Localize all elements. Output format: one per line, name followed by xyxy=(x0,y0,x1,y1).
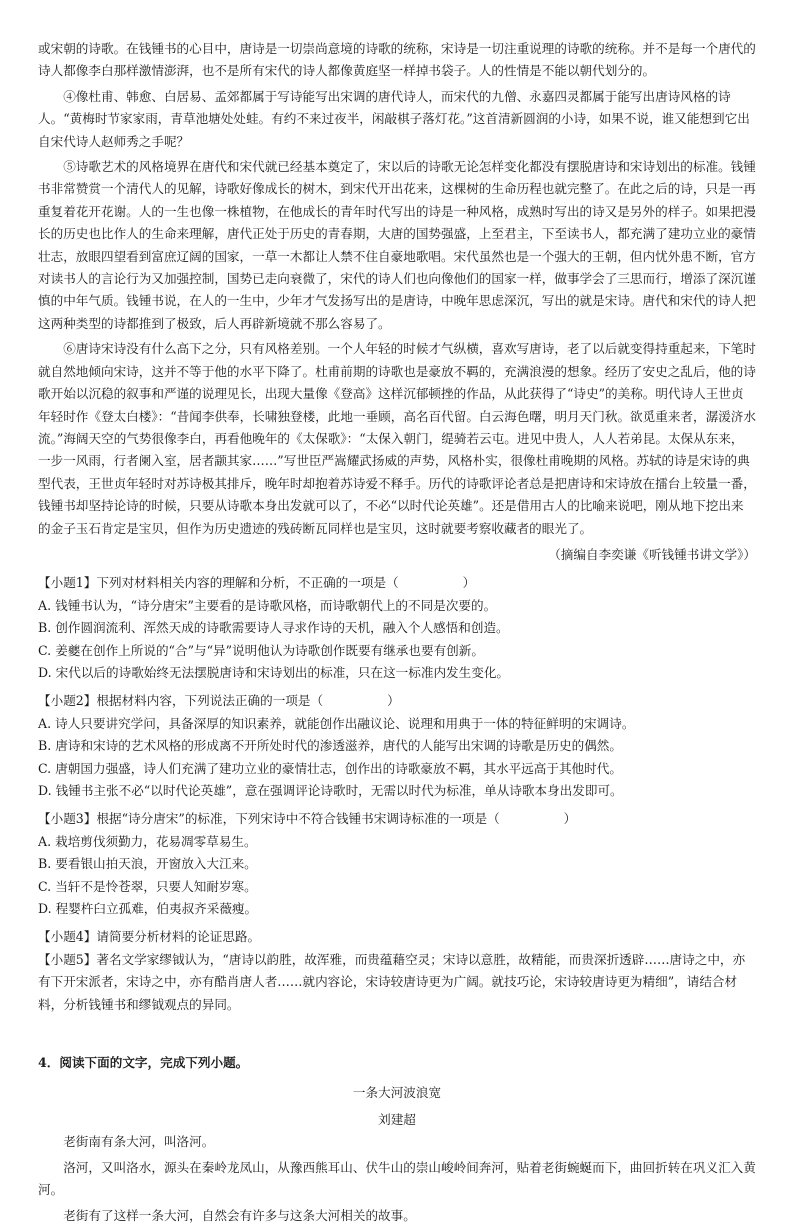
source-attribution: （摘编自李奕谦《听钱锺书讲文学》） xyxy=(548,546,756,562)
question-2 xyxy=(38,690,756,802)
question-4: 【小题4】请简要分析材料的论证思路。 xyxy=(38,929,261,945)
question-stem: 【小题1】下列对材料相关内容的理解和分析，不正确的一项是（ ） xyxy=(38,575,476,591)
question-5: 【小题5】著名文学家缪钺认为，“唐诗以韵胜，故浑雅，而贵蕴藉空灵；宋诗以意胜，故精能，而贵深折透辟……唐诗之中，亦有下开宋派者，宋诗之中，亦有酷肖唐人者……就内容论，宋诗较唐诗更为广阔。就技巧论，宋诗较唐诗更为精细”，请结合材料，分析钱锺书和缪钺观点的异同。 xyxy=(38,951,746,1012)
option-b: B. 要看银山拍天浪，开窗放入大江来。 xyxy=(38,856,257,872)
story-paragraph: 老街南有条大河，叫洛河。 xyxy=(63,1134,215,1150)
option-c: C. 姜夔在创作上所说的“合”与“异”说明他认为诗歌创作既要有继承也要有创新。 xyxy=(38,642,484,658)
option-a: A. 诗人只要讲究学问，具备深厚的知识素养，就能创作出融议论、说理和用典于一体的特征鲜明的宋调诗。 xyxy=(38,715,635,731)
option-c: C. 唐朝国力强盛，诗人们充满了建功立业的豪情壮志，创作出的诗歌豪放不羁，其水平远高于其他时代。 xyxy=(38,760,622,776)
question-stem: 【小题3】根据“诗分唐宋”的标准，下列宋诗中不符合钱锺书宋调诗标准的一项是（ ） xyxy=(38,811,577,827)
section-4-heading: 4．阅读下面的文字，完成下列小题。 xyxy=(38,1055,249,1071)
option-b: B. 唐诗和宋诗的艺术风格的形成离不开所处时代的渗透滋养，唐代的人能写出宋调的诗歌是历史的偶然。 xyxy=(38,738,622,754)
essay-paragraph-6: ⑥唐诗宋诗没有什么高下之分，只有风格差别。一个人年轻的时候才气纵横，喜欢写唐诗，老了以后就变得持重起来，下笔时就自然地倾向宋诗，这并不等于他的水平下降了。杜甫前期的诗歌也是豪放不羁的，充满浪漫的想象。经历了安史之乱后，他的诗歌开始以沉稳的叙事和严谨的说理见长，出现大量像《登高》这样沉郁顿挫的作品，从此获得了“诗史”的美称。明代诗人王世贞年轻时作《登太白楼》：“昔闻李供奉，长啸独登楼，此地一垂顾，高名百代留。白云海色曙，明月天门秋。欲觅重来者，潺湲济水流。”海阔天空的气势很像李白，再看他晚年的《太保歌》：“太保入朝门，缇骑若云屯。进见中贵人，人人若弟昆。太保从东来，一步一风雨，行者阑入室，居者颛其家……”写世臣严嵩耀武扬威的声势，风格朴实，很像杜甫晚期的风格。苏轼的诗是宋诗的典型代表，王世贞年轻时对苏诗极其排斥，晚年时却抱着苏诗爱不释手。历代的诗歌评论者总是把唐诗和宋诗放在擂台上较量一番，钱锺书却坚持论诗的时候，只要从诗歌本身出发就可以了，不必“以时代论英雄”。还是借用古人的比喻来说吧，刚从地下挖出来的金子玉石肯定是宝贝，但作为历史遗迹的残砖断瓦同样也是宝贝，这时就要考察收藏者的眼光了。 xyxy=(38,341,756,536)
option-d: D. 程婴杵臼立孤难，伯夷叔齐采薇瘦。 xyxy=(38,901,258,917)
essay-paragraph-continued: 或宋朝的诗歌。在钱锺书的心目中，唐诗是一切崇尚意境的诗歌的统称，宋诗是一切注重说理的诗歌的统称。并不是每一个唐代的诗人都像李白那样激情澎湃，也不是所有宋代的诗人都像黄庭坚一样掉书袋子。人的性情是不能以朝代划分的。 xyxy=(38,41,756,79)
essay-paragraph-4: ④像杜甫、韩愈、白居易、孟郊都属于写诗能写出宋调的唐代诗人，而宋代的九僧、永嘉四灵都属于能写出唐诗风格的诗人。“黄梅时节家家雨，青草池塘处处蛙。有约不来过夜半，闲敲棋子落灯花。”这首清新圆润的小诗，如果不说，谁又能想到它出自宋代诗人赵师秀之手呢？ xyxy=(38,88,750,149)
option-d: D. 钱锺书主张不必“以时代论英雄”，意在强调评论诗歌时，无需以时代为标准，单从诗歌本身出发即可。 xyxy=(38,783,623,798)
option-a: A. 栽培剪伐须勤力，花易凋零草易生。 xyxy=(38,833,257,849)
option-a: A. 钱锺书认为，“诗分唐宋”主要看的是诗歌风格，而诗歌朝代上的不同是次要的。 xyxy=(38,597,497,613)
story-paragraph: 老街有了这样一条大河，自然会有许多与这条大河相关的故事。 xyxy=(63,1207,416,1223)
option-d: D. 宋代以后的诗歌始终无法摆脱唐诗和宋诗划出的标准，只在这一标准内发生变化。 xyxy=(38,664,510,680)
story-title: 一条大河波浪宽 xyxy=(352,1085,442,1101)
question-1 xyxy=(38,572,756,684)
story-author: 刘建超 xyxy=(378,1111,416,1127)
question-stem: 【小题2】根据材料内容，下列说法正确的一项是（ ） xyxy=(38,693,400,709)
option-c: C. 当轩不是怜苍翠，只要人知耐岁寒。 xyxy=(38,878,257,894)
question-3 xyxy=(38,808,756,920)
option-b: B. 创作圆润流利、浑然天成的诗歌需要诗人寻求作诗的天机，融入个人感悟和创造。 xyxy=(38,620,509,636)
story-paragraph: 洛河，又叫洛水，源头在秦岭龙凤山，从豫西熊耳山、伏牛山的崇山峻岭间奔河，贴着老街蜿蜒而下，曲回折转在巩义汇入黄河。 xyxy=(38,1159,756,1198)
essay-paragraph-5: ⑤诗歌艺术的风格境界在唐代和宋代就已经基本奠定了，宋以后的诗歌无论怎样变化都没有摆脱唐诗和宋诗划出的标准。钱锺书非常赞赏一个清代人的见解，诗歌好像成长的树木，到宋代开出花来，这棵树的生命历程也就完整了。在此之后的诗，只是一再重复着花开花谢。人的一生也像一株植物，在他成长的青年时代写出的诗是一种风格，成熟时写出的诗又是另外的样子。如果把漫长的历史也比作人的生命来理解，唐代正处于历史的青春期，大唐的国势强盛，上至君主，下至读书人，都充满了建功立业的豪情壮志，放眼四望看到富庶辽阔的国家，一草一木都让人禁不住自豪地歌唱。宋代虽然也是一个强大的王朝，但内忧外患不断，官方对读书人的言论行为又加强控制，国势已走向衰微了，宋代的诗人们也向像他们的国家一样，做事学会了三思而行，增添了深沉谨慎的中年气质。钱锺书说，在人的一生中，少年才气发扬写出的是唐诗，中晚年思虑深沉，写出的就是宋诗。唐代和宋代的诗人把这两种类型的诗都推到了极致，后人再辟新境就不那么容易了。 xyxy=(38,159,756,331)
